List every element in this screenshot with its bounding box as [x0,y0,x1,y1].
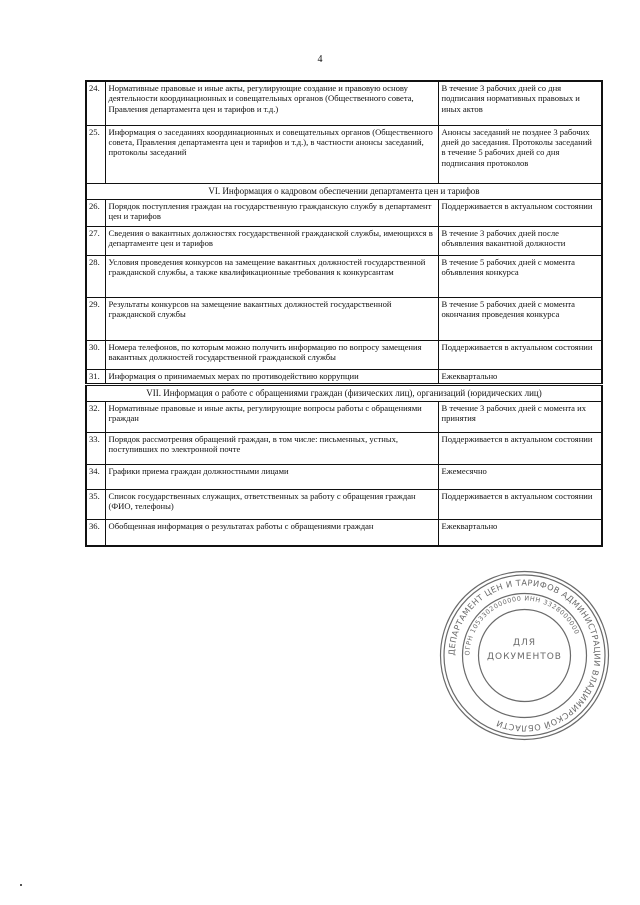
table-row [86,519,602,546]
row-deadline: В течение 3 рабочих дней с момента их принятия [438,401,602,432]
table-row [86,432,602,464]
table-row [86,340,602,369]
row-deadline: Поддерживается в актуальном состоянии [438,340,602,369]
row-number: 26. [86,199,105,226]
row-number: 27. [86,226,105,255]
seal-inner-text: ОГРН 1053302000000 ИНН 3328000000 [463,594,582,656]
table-row [86,199,602,226]
section-heading: VII. Информация о работе с обращениями граждан (физических лиц), организаций (юридических лиц) [86,384,602,401]
row-description: Информация о принимаемых мерах по противодействию коррупции [105,369,438,384]
seal-outer-text: ДЕПАРТАМЕНТ ЦЕН И ТАРИФОВ АДМИНИСТРАЦИИ ВЛАДИМИРСКОЙ ОБЛАСТИ [446,577,603,734]
row-deadline: В течение 3 рабочих дней со дня подписания нормативных правовых и иных актов [438,81,602,125]
row-description: Порядок рассмотрения обращений граждан, в том числе: письменных, устных, поступивших по электронной почте [105,432,438,464]
table-row [86,255,602,297]
table-row [86,489,602,519]
table-row [86,297,602,340]
information-table [85,80,603,547]
section-row [86,384,602,401]
row-description: Информация о заседаниях координационных и совещательных органов (Общественного совета, Правления департамента цен и тарифов и т.д.), в частности анонсы заседаний, протоколы заседаний [105,125,438,183]
row-number: 30. [86,340,105,369]
section-heading: VI. Информация о кадровом обеспечении департамента цен и тарифов [86,183,602,199]
row-description: Сведения о вакантных должностях государственной гражданской службы, имеющихся в департаменте цен и тарифов [105,226,438,255]
row-deadline: Ежемесячно [438,464,602,489]
row-deadline: Поддерживается в актуальном состоянии [438,199,602,226]
row-deadline: В течение 5 рабочих дней с момента окончания проведения конкурса [438,297,602,340]
official-seal [437,568,612,743]
row-number: 28. [86,255,105,297]
table-row [86,226,602,255]
row-description: Номера телефонов, по которым можно получить информацию по вопросу замещения вакантных должностей государственной гражданской службы [105,340,438,369]
section-row [86,183,602,199]
row-number: 34. [86,464,105,489]
row-number: 29. [86,297,105,340]
row-number: 25. [86,125,105,183]
row-description: Нормативные правовые и иные акты, регулирующие вопросы работы с обращениями граждан [105,401,438,432]
row-deadline: Ежеквартально [438,519,602,546]
page-number: 4 [317,54,323,65]
row-deadline: В течение 3 рабочих дней после объявления вакантной должности [438,226,602,255]
seal-center-line-1: ДЛЯ [512,638,537,648]
row-description: Условия проведения конкурсов на замещение вакантных должностей государственной гражданской службы, а также квалификационные требования к конкурсантам [105,255,438,297]
row-number: 36. [86,519,105,546]
row-deadline: В течение 5 рабочих дней с момента объявления конкурса [438,255,602,297]
row-description: Результаты конкурсов на замещение вакантных должностей государственной гражданской службы [105,297,438,340]
row-description: Список государственных служащих, ответственных за работу с обращения граждан (ФИО, телефоны) [105,489,438,519]
table-row [86,464,602,489]
row-description: Порядок поступления граждан на государственную гражданскую службу в департамент цен и тарифов [105,199,438,226]
row-description: Графики приема граждан должностными лицами [105,464,438,489]
scan-speck [20,884,22,886]
table-body [86,81,602,546]
row-deadline: Анонсы заседаний не позднее 3 рабочих дней до заседания. Протоколы заседаний в течение 5 рабочих дней со дня подписания протоколов [438,125,602,183]
row-description: Нормативные правовые и иные акты, регулирующие создание и правовую основу деятельности координационных и совещательных органов (Общественного совета, Правления департамента цен и тарифов и т.д.) [105,81,438,125]
row-description: Обобщенная информация о результатах работы с обращениями граждан [105,519,438,546]
seal-center-line-2: ДОКУМЕНТОВ [487,652,562,662]
row-deadline: Поддерживается в актуальном состоянии [438,432,602,464]
row-deadline: Поддерживается в актуальном состоянии [438,489,602,519]
row-number: 31. [86,369,105,384]
table-row [86,369,602,384]
table-row [86,401,602,432]
row-number: 32. [86,401,105,432]
row-number: 35. [86,489,105,519]
row-number: 33. [86,432,105,464]
table-row [86,81,602,125]
table-row [86,125,602,183]
row-number: 24. [86,81,105,125]
row-deadline: Ежеквартально [438,369,602,384]
